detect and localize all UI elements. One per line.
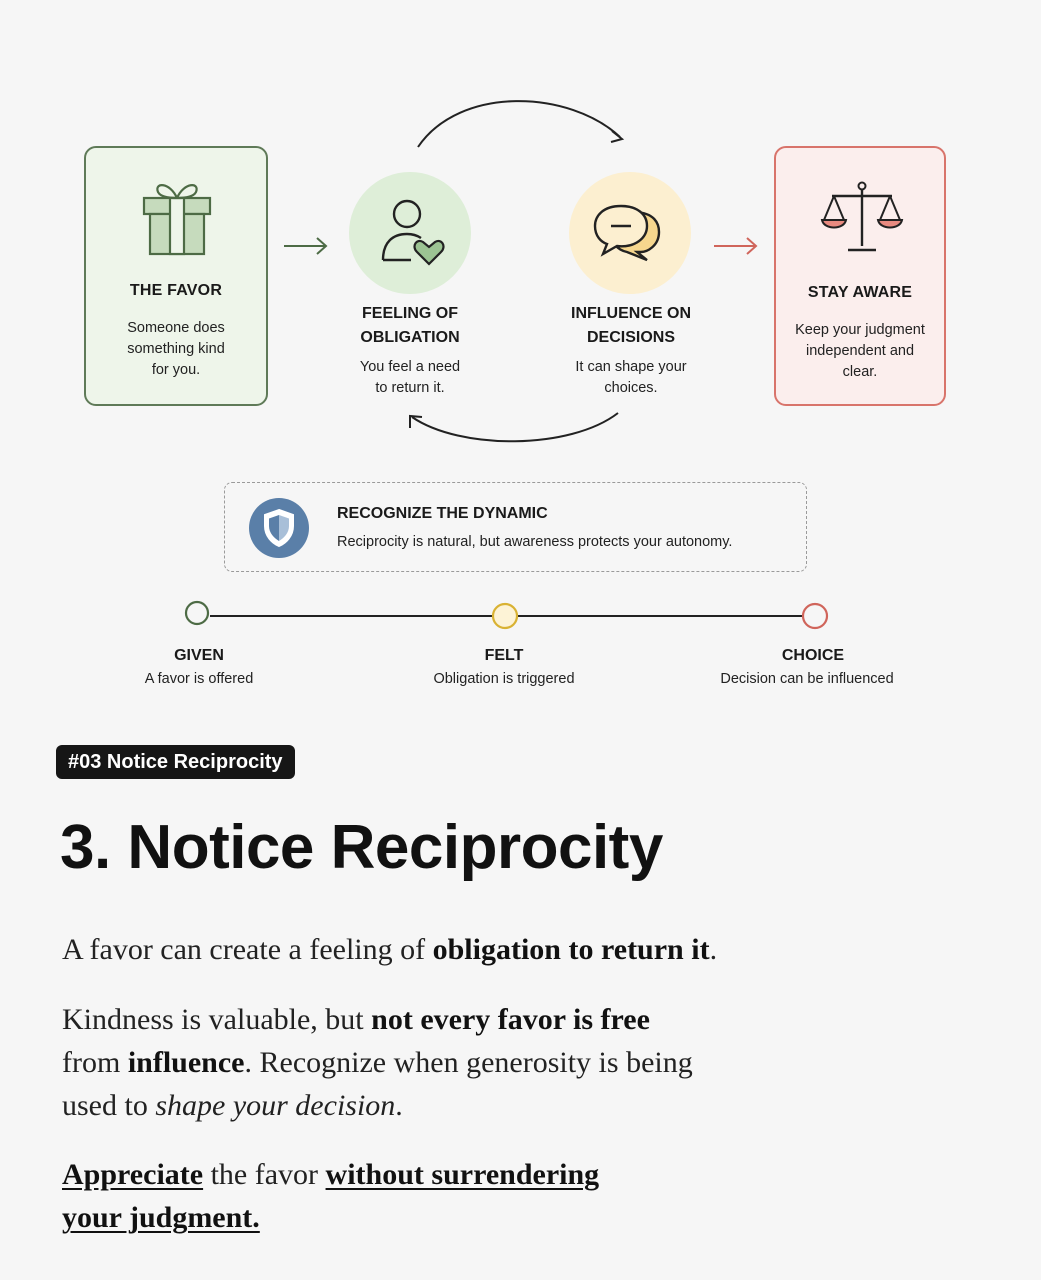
timeline-choice-title: CHOICE [781, 647, 845, 664]
influence-circle [569, 172, 691, 294]
page-title: 3. Notice Reciprocity [60, 813, 663, 882]
person-heart-icon [377, 194, 447, 270]
chat-bubbles-icon [591, 202, 671, 266]
scales-icon [818, 180, 906, 256]
stay-aware-text: Keep your judgment independent and clear. [795, 322, 925, 380]
obligation-text: You feel a need to return it. [359, 359, 461, 396]
favor-title: THE FAVOR [129, 282, 223, 299]
shield-icon [262, 508, 296, 548]
paragraph-3: Appreciate the favor without surrendering your judgment. [62, 1158, 600, 1234]
paragraph-1: A favor can create a feeling of obligation to return it. [62, 933, 718, 966]
influence-text: It can shape your choices. [575, 359, 687, 396]
timeline-choice-text: Decision can be influenced [720, 671, 894, 687]
influence-title: INFLUENCE ON DECISIONS [571, 305, 691, 346]
timeline-given-text: A favor is offered [144, 671, 254, 687]
arrow-right-icon [712, 235, 760, 257]
stay-aware-title: STAY AWARE [807, 284, 913, 301]
dynamic-text: Reciprocity is natural, but awareness protects your autonomy. [337, 534, 733, 550]
timeline [180, 600, 830, 632]
obligation-title: FEELING OF OBLIGATION [360, 305, 460, 346]
stay-aware-card [774, 146, 946, 406]
dynamic-title: RECOGNIZE THE DYNAMIC [337, 505, 548, 522]
recognize-dynamic-box [224, 482, 807, 572]
shield-circle [249, 498, 309, 558]
timeline-node-felt [493, 604, 517, 628]
obligation-circle [349, 172, 471, 294]
timeline-felt-title: FELT [484, 647, 524, 664]
paragraph-2: Kindness is valuable, but not every favor is free from influence. Recognize when generosity is being used to shape your decision. [62, 1003, 693, 1122]
timeline-node-choice [803, 604, 827, 628]
timeline-felt-text: Obligation is triggered [433, 671, 575, 687]
section-tag: #03 Notice Reciprocity [56, 745, 295, 779]
favor-text: Someone does something kind for you. [127, 320, 225, 378]
gift-icon [140, 178, 214, 258]
timeline-given-title: GIVEN [174, 647, 224, 664]
arrow-right-icon [282, 235, 330, 257]
timeline-node-given [186, 602, 208, 624]
favor-card [84, 146, 268, 406]
